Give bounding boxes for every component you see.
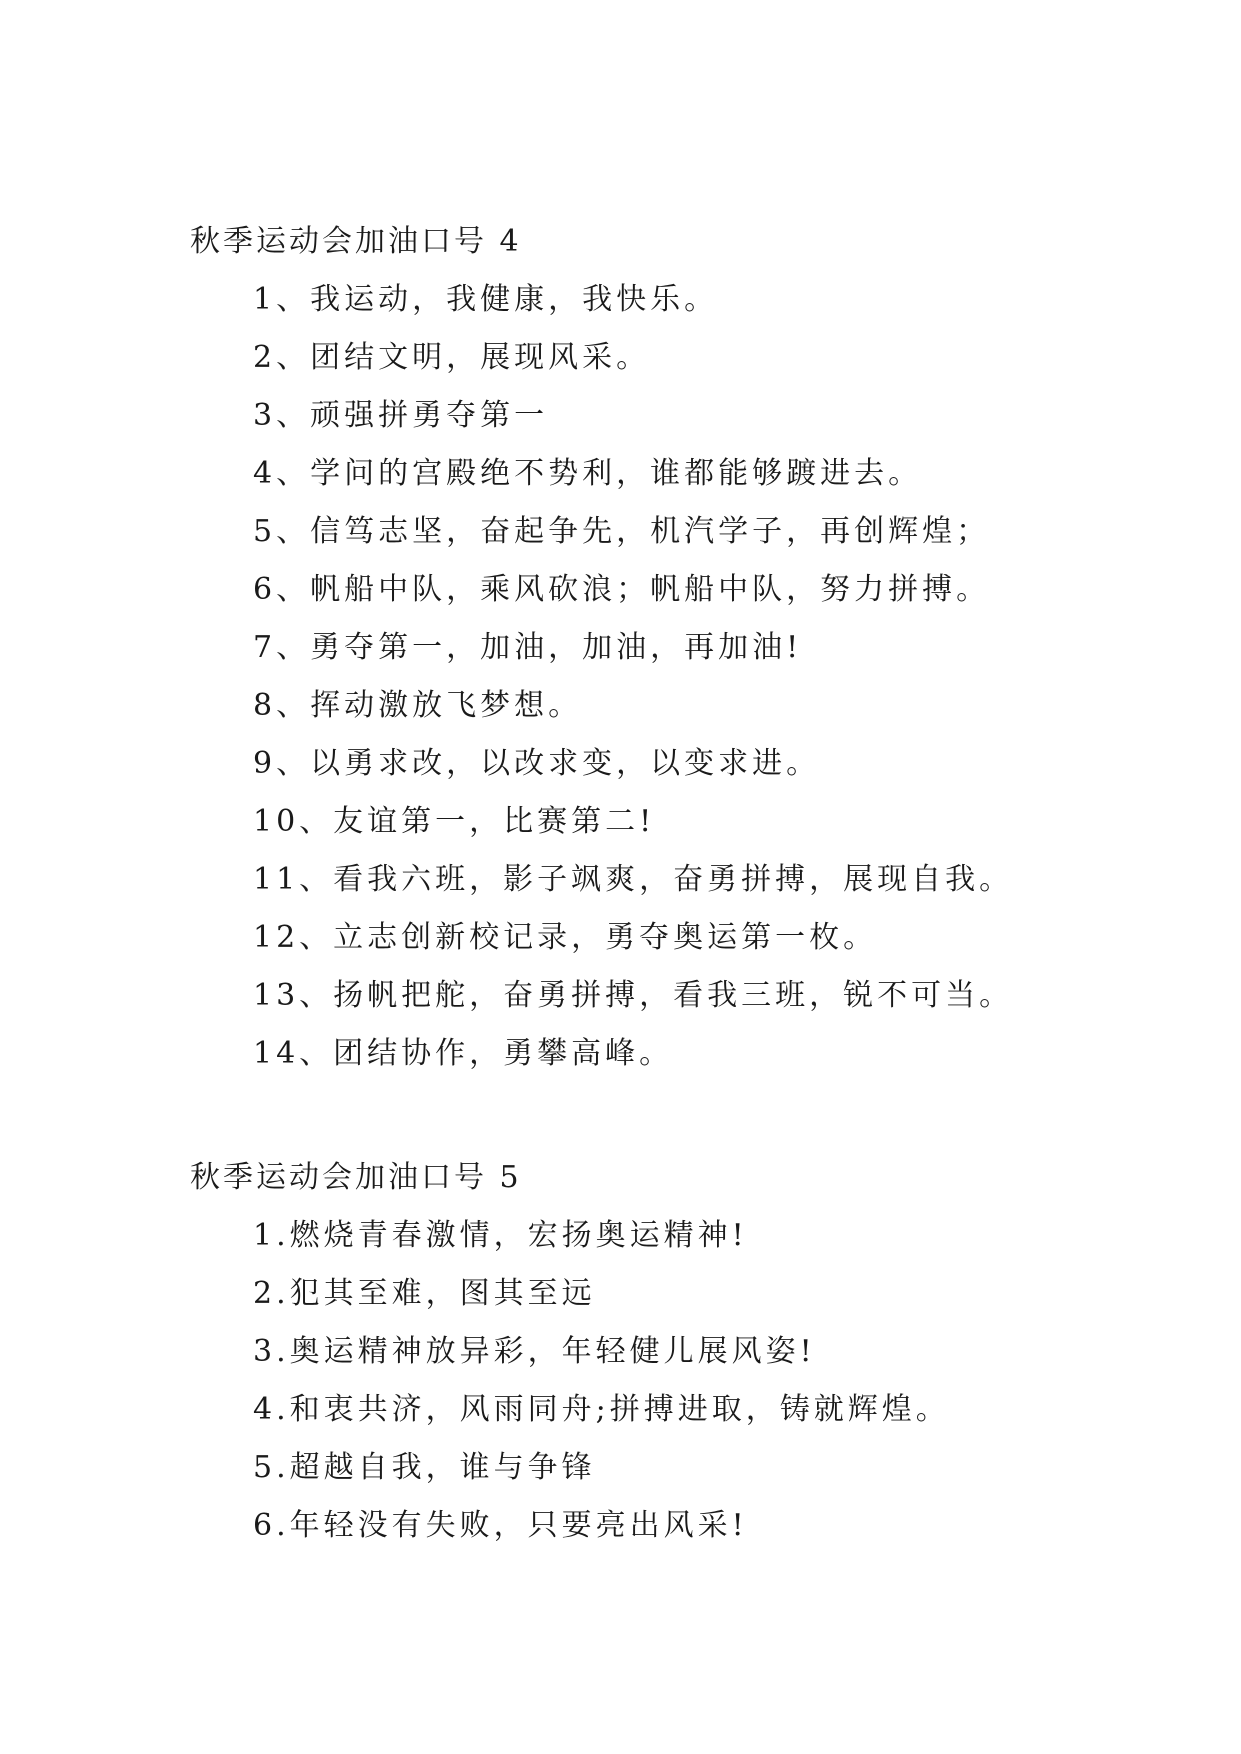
list-item: 6、帆船中队，乘风砍浪；帆船中队，努力拼搏。 <box>253 572 991 607</box>
list-item: 10、友谊第一，比赛第二! <box>253 804 656 839</box>
list-item: 3、顽强拼勇夺第一 <box>253 398 549 433</box>
list-item: 4.和衷共济，风雨同舟;拼搏进取，铸就辉煌。 <box>253 1392 950 1427</box>
slogan-list <box>253 1216 950 1564</box>
list-item: 11、看我六班，影子飒爽，奋勇拼搏，展现自我。 <box>253 862 1014 897</box>
list-item: 9、以勇求改，以改求变，以变求进。 <box>253 746 821 781</box>
list-item: 4、学问的宫殿绝不势利，谁都能够踱进去。 <box>253 456 923 491</box>
list-item: 1.燃烧青春激情，宏扬奥运精神! <box>253 1218 748 1253</box>
list-item: 6.年轻没有失败，只要亮出风采! <box>253 1508 748 1543</box>
list-item: 8、挥动激放飞梦想。 <box>253 688 583 723</box>
list-item: 2、团结文明，展现风采。 <box>253 340 651 375</box>
section-heading: 秋季运动会加油口号 5 <box>190 1160 522 1195</box>
list-item: 2.犯其至难，图其至远 <box>253 1276 596 1311</box>
section-heading: 秋季运动会加油口号 4 <box>190 224 522 259</box>
list-item: 12、立志创新校记录，勇夺奥运第一枚。 <box>253 920 878 955</box>
list-item: 3.奥运精神放异彩，年轻健儿展风姿! <box>253 1334 816 1369</box>
list-item: 1、我运动，我健康，我快乐。 <box>253 282 719 317</box>
list-item: 13、扬帆把舵，奋勇拼搏，看我三班，锐不可当。 <box>253 978 1014 1013</box>
slogan-list <box>253 280 1013 1092</box>
list-item: 7、勇夺第一，加油，加油，再加油! <box>253 630 803 665</box>
list-item: 5.超越自我，谁与争锋 <box>253 1450 596 1485</box>
list-item: 14、团结协作，勇攀高峰。 <box>253 1036 674 1071</box>
list-item: 5、信笃志坚，奋起争先，机汽学子，再创辉煌； <box>253 514 991 549</box>
